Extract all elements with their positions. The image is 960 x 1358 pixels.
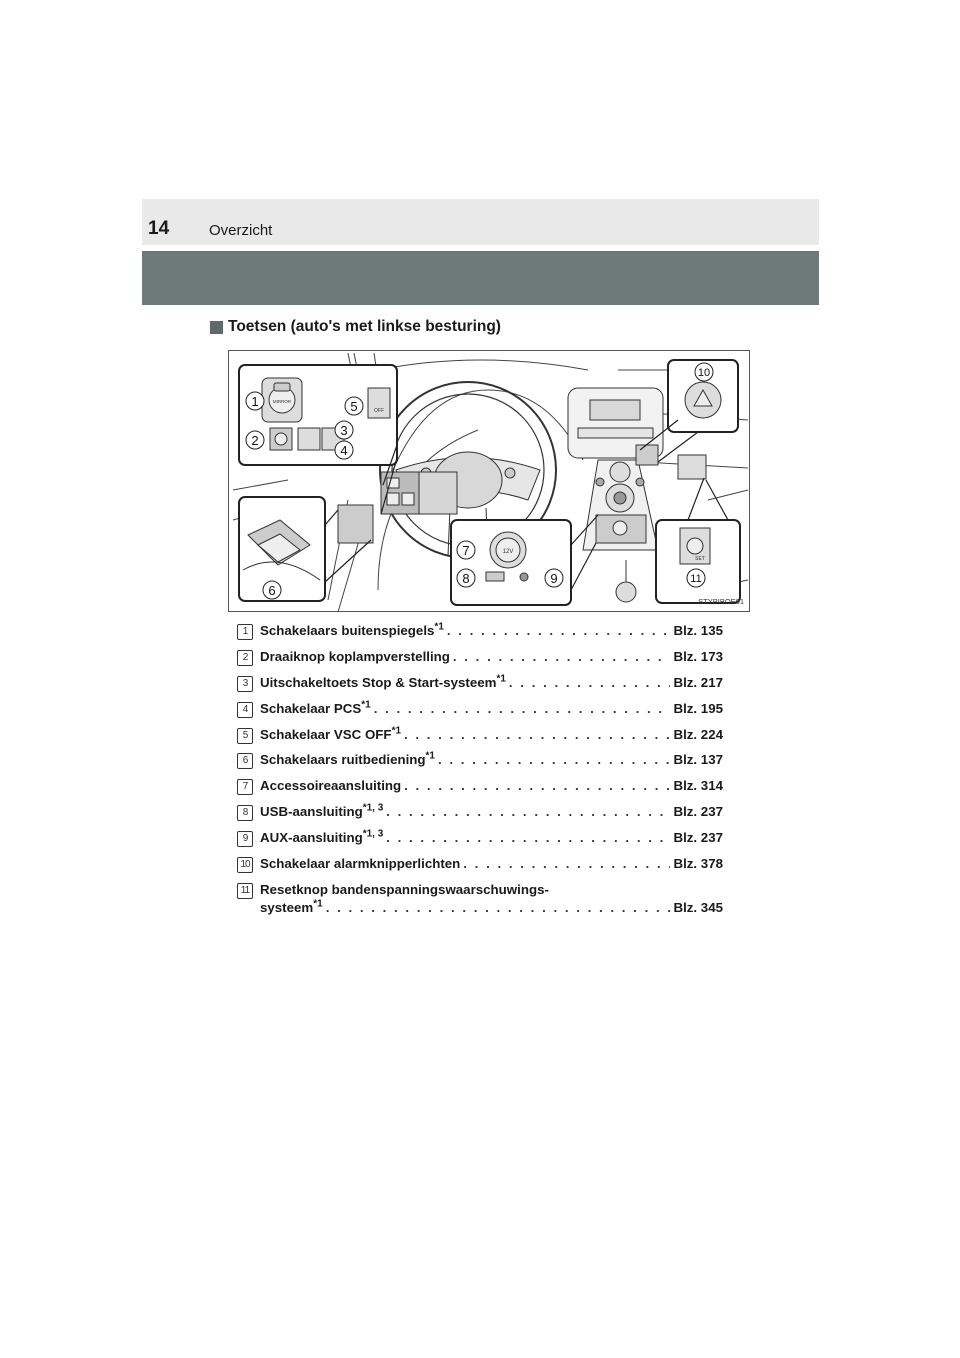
callout-7: 7 <box>462 543 470 558</box>
list-item <box>237 672 723 698</box>
callout-3: 3 <box>340 423 348 438</box>
list-item <box>237 724 723 750</box>
leader-dots <box>453 649 671 664</box>
item-label: Schakelaars ruitbediening$^{*1}$ <box>260 751 435 768</box>
leader-dots <box>374 701 671 716</box>
item-number-badge: 4 <box>237 702 253 718</box>
item-label: Schakelaars buitenspiegels$^{*1}$ <box>260 621 444 638</box>
item-label: Schakelaar PCS$^{*1}$ <box>260 699 371 716</box>
callout-8: 8 <box>462 571 470 586</box>
callout-9: 9 <box>550 571 558 586</box>
page-reference[interactable]: Blz. 217 <box>673 674 723 690</box>
list-item <box>237 853 723 879</box>
page-number: 14 <box>148 218 170 239</box>
callout-10: 10 <box>697 367 711 379</box>
leader-dots <box>463 856 670 871</box>
callout-5: 5 <box>350 399 358 414</box>
controls-illustration <box>228 350 750 612</box>
item-label: AUX-aansluiting$^{*1, 3}$ <box>260 828 384 846</box>
heading-square-icon <box>210 321 223 334</box>
vsc-off-label: OFF <box>374 408 384 414</box>
list-item <box>237 620 723 646</box>
item-number-badge: 7 <box>237 779 253 795</box>
heading-text: Toetsen (auto's met linkse besturing) <box>228 318 501 335</box>
list-item <box>237 879 723 923</box>
item-label: Schakelaar VSC OFF$^{*1}$ <box>260 725 402 742</box>
set-label: SET <box>695 556 705 562</box>
item-label: systeem$^{*1}$ <box>260 898 323 915</box>
detail-panel-tpms <box>656 520 740 603</box>
item-number-badge: 1 <box>237 624 253 640</box>
leader-dots <box>386 804 670 819</box>
callout-1: 1 <box>251 394 259 409</box>
callout-11: 11 <box>690 573 702 585</box>
item-number-badge: 2 <box>237 650 253 666</box>
item-label: Schakelaar alarmknipperlichten <box>260 856 461 872</box>
header-band <box>142 251 819 305</box>
detail-panel-ports <box>451 520 571 605</box>
mirror-label: MIRROR <box>272 399 292 404</box>
leader-dots <box>447 623 671 638</box>
item-label: Accessoireaansluiting <box>260 778 402 794</box>
list-item <box>237 827 723 853</box>
leader-dots <box>326 900 671 915</box>
leader-dots <box>386 830 670 845</box>
callout-6: 6 <box>268 583 276 598</box>
page-reference[interactable]: Blz. 173 <box>673 648 723 664</box>
list-item <box>237 801 723 827</box>
item-number-badge: 9 <box>237 831 253 847</box>
item-number-badge: 5 <box>237 728 253 744</box>
page-reference[interactable]: Blz. 224 <box>673 726 723 742</box>
leader-dots <box>404 778 670 793</box>
detail-panel-window <box>239 497 325 601</box>
item-label: Draaiknop koplampverstelling <box>260 648 450 664</box>
page-reference[interactable]: Blz. 137 <box>673 752 723 768</box>
item-label: Uitschakeltoets Stop & Start-systeem$^{*1}$ <box>260 673 506 690</box>
list-item <box>237 749 723 775</box>
leader-dots <box>438 752 670 767</box>
callout-2: 2 <box>251 433 259 448</box>
list-item <box>237 646 723 672</box>
callout-4: 4 <box>340 443 348 458</box>
page-reference[interactable]: Blz. 314 <box>673 778 723 794</box>
12v-label: 12V <box>502 549 514 555</box>
section-heading <box>210 318 501 336</box>
item-number-badge: 10 <box>237 857 253 873</box>
detail-panel-mirror <box>239 365 397 465</box>
page-reference[interactable]: Blz. 237 <box>673 830 723 846</box>
list-item <box>237 775 723 801</box>
page-reference[interactable]: Blz. 195 <box>673 700 723 716</box>
figure-code: STYPIBOE01 <box>698 597 744 606</box>
item-label: USB-aansluiting$^{*1, 3}$ <box>260 802 384 820</box>
section-name: Overzicht <box>209 222 273 239</box>
item-number-badge: 6 <box>237 753 253 769</box>
list-item <box>237 698 723 724</box>
item-label-line1: Resetknop bandenspanningswaarschuwings- <box>260 881 549 897</box>
leader-dots <box>509 675 671 690</box>
page-reference[interactable]: Blz. 378 <box>673 856 723 872</box>
item-number-badge: 11 <box>237 883 253 899</box>
page-reference[interactable]: Blz. 237 <box>673 804 723 820</box>
page-reference[interactable]: Blz. 135 <box>673 623 723 638</box>
item-number-badge: 8 <box>237 805 253 821</box>
page-reference[interactable]: Blz. 345 <box>673 899 723 915</box>
item-number-badge: 3 <box>237 676 253 692</box>
leader-dots <box>404 727 670 742</box>
control-list <box>237 620 723 923</box>
